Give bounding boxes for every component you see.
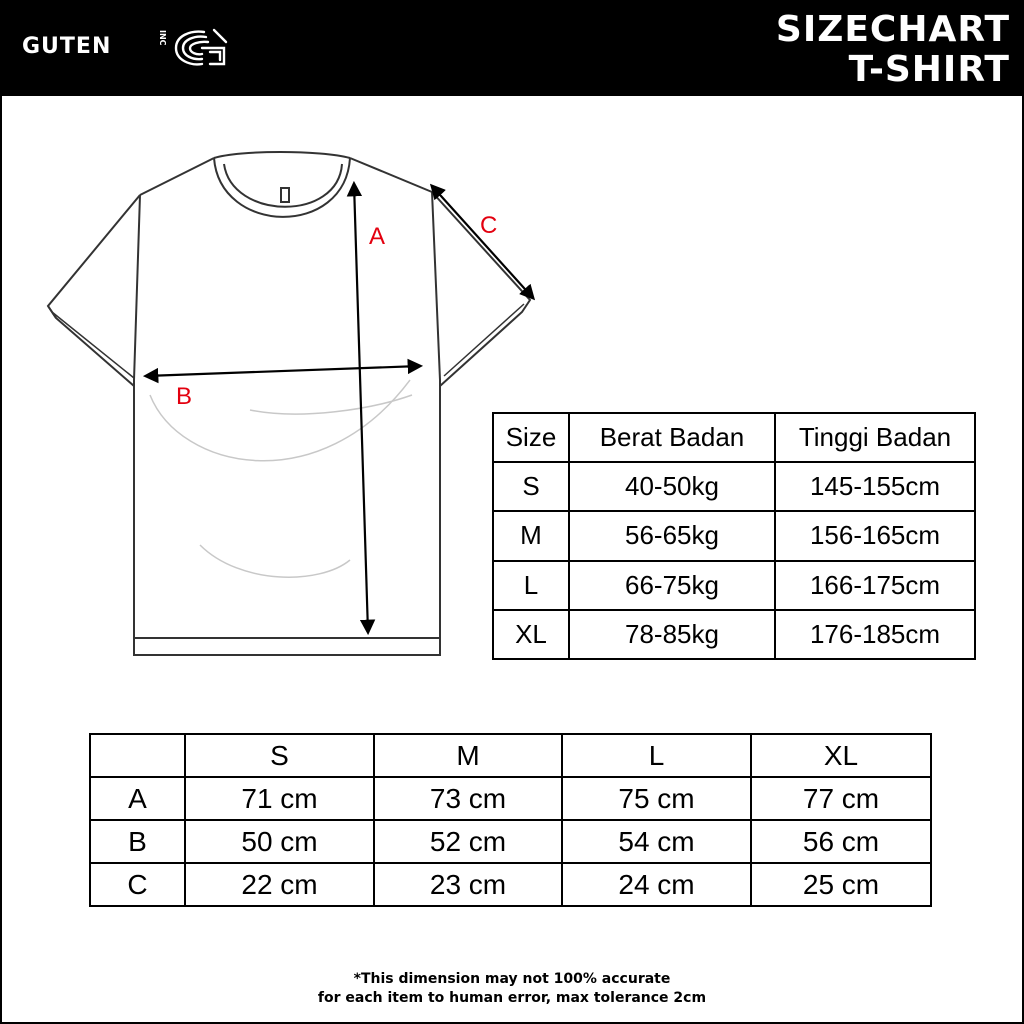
table-cell: 156-165cm: [775, 511, 975, 560]
table-cell: 71 cm: [185, 777, 374, 820]
table-header-cell: M: [374, 734, 562, 777]
table-cell: L: [493, 561, 569, 610]
page-title: [776, 10, 1010, 90]
brand-name: GUTEN: [22, 34, 112, 59]
brand-suffix: INC: [158, 30, 167, 46]
table-cell: XL: [493, 610, 569, 659]
table-cell: 40-50kg: [569, 462, 775, 511]
tshirt-outline: [48, 152, 530, 655]
tshirt-diagram: [0, 96, 560, 676]
label-b: B: [176, 383, 193, 410]
table-cell: 166-175cm: [775, 561, 975, 610]
measure-arrows: [146, 184, 533, 632]
table-cell: 176-185cm: [775, 610, 975, 659]
table-header-cell: Berat Badan: [569, 413, 775, 462]
table-cell: 54 cm: [562, 820, 751, 863]
table-cell: 77 cm: [751, 777, 931, 820]
table-header-row: [90, 734, 931, 777]
table-cell: 73 cm: [374, 777, 562, 820]
table-cell: 75 cm: [562, 777, 751, 820]
dimension-table: [89, 733, 932, 907]
body-size-table: [492, 412, 976, 660]
table-row: [90, 820, 931, 863]
brand-logo-icon: [170, 26, 232, 70]
title-line-1: SIZECHART: [775, 9, 1010, 50]
table-row: [493, 511, 975, 560]
table-cell: 78-85kg: [569, 610, 775, 659]
table-header-cell: XL: [751, 734, 931, 777]
table-header-cell: [90, 734, 185, 777]
table-row: [493, 561, 975, 610]
label-a: A: [369, 223, 386, 250]
table-cell: 25 cm: [751, 863, 931, 906]
note-line-2: for each item to human error, max tolerance 2cm: [317, 990, 707, 1006]
title-line-2: T-SHIRT: [848, 49, 1010, 90]
arrow-c: [432, 186, 533, 298]
table-cell: 23 cm: [374, 863, 562, 906]
table-header-cell: L: [562, 734, 751, 777]
table-cell: B: [90, 820, 185, 863]
table-cell: 52 cm: [374, 820, 562, 863]
table-cell: 22 cm: [185, 863, 374, 906]
table-cell: S: [493, 462, 569, 511]
table-row: [90, 863, 931, 906]
table-cell: 24 cm: [562, 863, 751, 906]
label-c: C: [480, 212, 498, 239]
accuracy-note: [0, 970, 1024, 1008]
table-header-cell: Tinggi Badan: [775, 413, 975, 462]
table-row: [90, 777, 931, 820]
table-cell: A: [90, 777, 185, 820]
table-header-cell: S: [185, 734, 374, 777]
header-bar: [0, 0, 1024, 96]
table-cell: M: [493, 511, 569, 560]
table-cell: C: [90, 863, 185, 906]
table-cell: 66-75kg: [569, 561, 775, 610]
note-line-1: *This dimension may not 100% accurate: [353, 971, 671, 987]
table-header-row: [493, 413, 975, 462]
table-cell: 50 cm: [185, 820, 374, 863]
table-header-cell: Size: [493, 413, 569, 462]
table-row: [493, 610, 975, 659]
arrow-a: [354, 184, 368, 632]
arrow-b: [146, 366, 420, 376]
table-cell: 56-65kg: [569, 511, 775, 560]
table-cell: 145-155cm: [775, 462, 975, 511]
table-row: [493, 462, 975, 511]
table-cell: 56 cm: [751, 820, 931, 863]
